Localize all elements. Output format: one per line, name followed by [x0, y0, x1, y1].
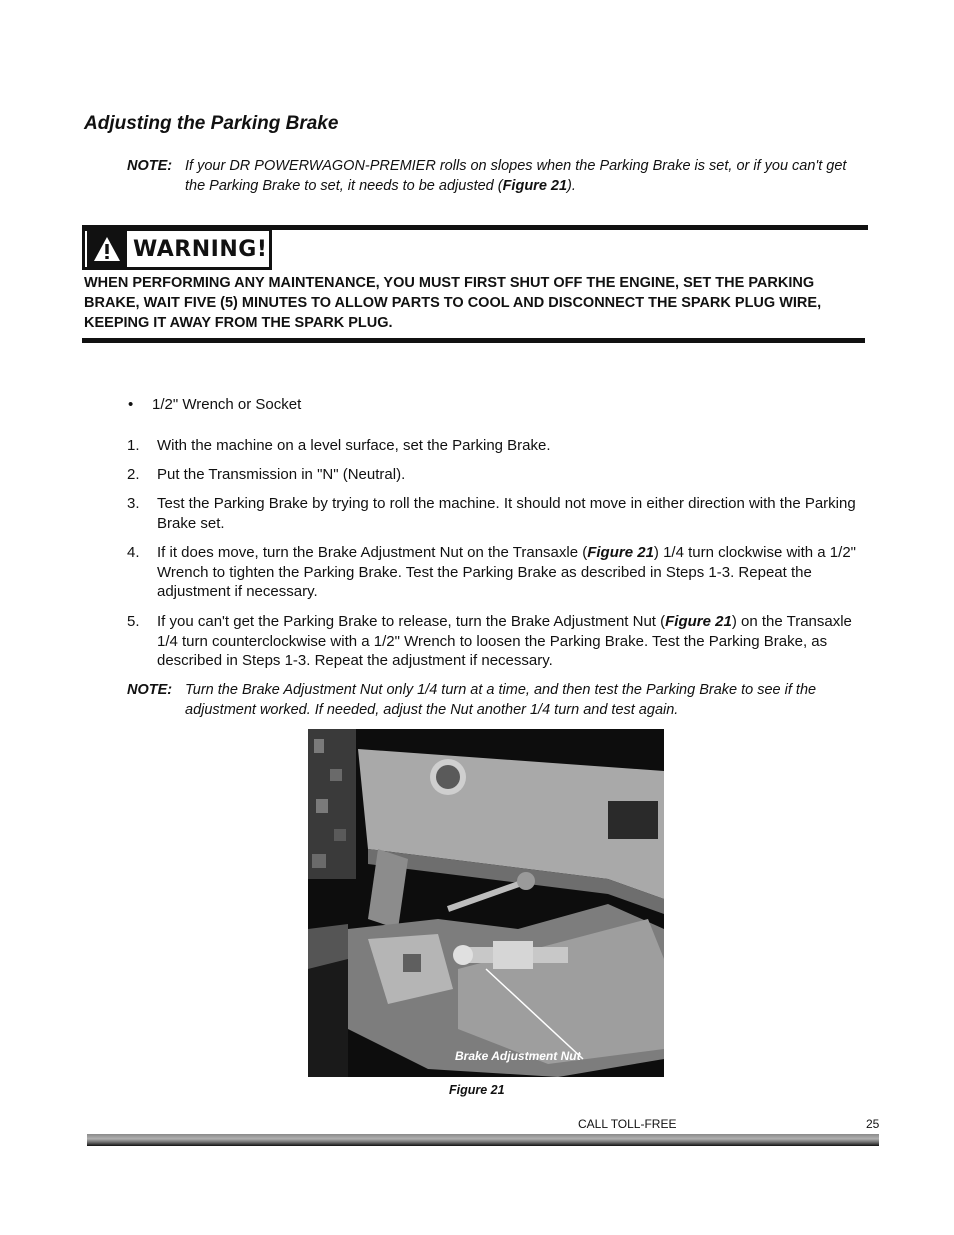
figure-ref: Figure 21	[502, 178, 568, 194]
figure-ref: Figure 21	[587, 544, 654, 561]
note-text: If your DR POWERWAGON-PREMIER rolls on slopes when the Parking Brake is set, or if you can't get the Parking Brake to set, it needs to be adjusted (Figure 21).	[185, 158, 847, 194]
note-label: NOTE:	[127, 158, 173, 174]
footer-text: CALL TOLL-FREE	[578, 1117, 677, 1131]
page-number: 25	[866, 1117, 880, 1131]
bullet-icon: •	[128, 396, 134, 413]
note-text: Turn the Brake Adjustment Nut only 1/4 turn at a time, and then test the Parking Brake to see if the adjustment worked. If needed, adjust the Nut another 1/4 turn and test again.	[185, 682, 817, 718]
warning-badge	[82, 228, 272, 270]
note-adjustment	[127, 680, 867, 720]
warning-text: WHEN PERFORMING ANY MAINTENANCE, YOU MUST FIRST SHUT OFF THE ENGINE, SET THE PARKING BRAKE, WAIT FIVE (5) MINUTES TO ALLOW PARTS TO COOL AND DISCONNECT THE SPARK PLUG WIRE, KEEPING IT AWAY FROM THE SPARK PLUG.	[84, 275, 822, 331]
note-intro	[127, 156, 867, 196]
note-label: NOTE:	[127, 682, 173, 698]
section-title: Adjusting the Parking Brake	[84, 113, 339, 134]
footer-rule	[87, 1134, 879, 1146]
figure-ref: Figure 21	[665, 613, 732, 630]
warning-icon	[87, 231, 127, 267]
tool-item: 1/2" Wrench or Socket	[152, 396, 302, 413]
figure-callout: Brake Adjustment Nut	[455, 1049, 581, 1063]
figure-label: Figure 21	[449, 1083, 505, 1097]
warning-bottom-rule	[82, 338, 865, 343]
warning-label: WARNING!	[133, 236, 268, 262]
transaxle-illustration	[308, 729, 664, 1077]
figure-photo	[308, 729, 664, 1077]
